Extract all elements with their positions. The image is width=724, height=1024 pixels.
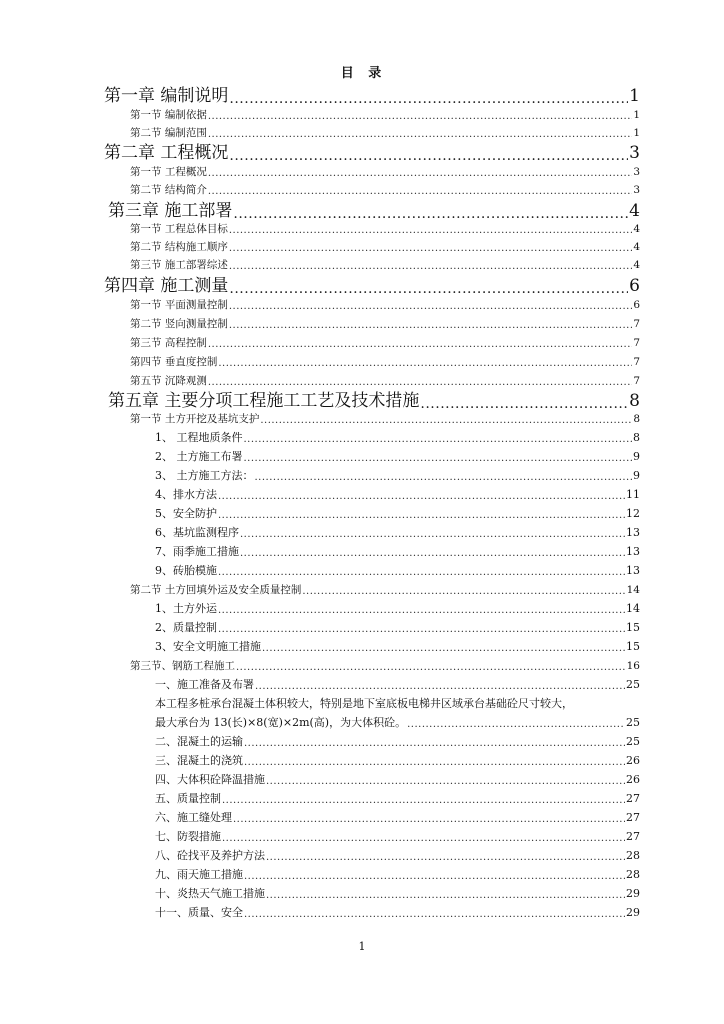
toc-page: 3 <box>629 143 640 163</box>
toc-item[interactable] <box>155 431 640 445</box>
toc-item[interactable] <box>155 507 640 521</box>
toc-title: 目 录 <box>340 66 384 81</box>
toc-item[interactable] <box>155 716 640 730</box>
toc-label: 第二节 土方回填外运及安全质量控制 <box>130 584 302 596</box>
toc-leader <box>218 492 625 502</box>
toc-page: 15 <box>626 621 640 634</box>
toc-page: 14 <box>626 584 640 596</box>
toc-page: 25 <box>626 735 640 748</box>
toc-label: 9、砖胎模施 <box>155 564 217 577</box>
toc-leader <box>229 262 632 272</box>
toc-section[interactable] <box>130 336 640 350</box>
toc-page: 7 <box>633 356 640 368</box>
toc-leader <box>218 511 625 521</box>
toc-leader <box>208 340 632 350</box>
toc-section[interactable] <box>130 355 640 369</box>
toc-section[interactable] <box>130 374 640 388</box>
toc-label: 3、安全文明施工措施 <box>155 640 261 653</box>
toc-leader <box>233 207 628 221</box>
toc-item[interactable] <box>155 868 640 882</box>
toc-item[interactable] <box>155 564 640 578</box>
toc-page: 29 <box>626 906 640 919</box>
toc-item[interactable] <box>155 811 640 825</box>
toc-page: 3 <box>633 184 640 196</box>
toc-page: 27 <box>626 792 640 805</box>
toc-item[interactable] <box>155 450 640 464</box>
toc-item[interactable] <box>155 621 640 635</box>
toc-page: 8 <box>629 391 640 411</box>
toc-leader <box>244 872 625 882</box>
toc-label: 二、混凝土的运输 <box>155 735 243 748</box>
toc-leader <box>262 644 625 654</box>
toc-label: 九、雨天施工措施 <box>155 868 243 881</box>
toc-label: 第三节 施工部署综述 <box>130 259 228 271</box>
toc-leader <box>208 169 632 179</box>
toc-label: 三、混凝土的浇筑 <box>155 754 243 767</box>
toc-chapter-1[interactable] <box>104 86 640 106</box>
toc-label: 1、土方外运 <box>155 602 217 615</box>
toc-label: 第一节 土方开挖及基坑支护 <box>130 413 260 425</box>
toc-leader <box>266 891 625 901</box>
toc-section[interactable] <box>130 317 640 331</box>
toc-label: 第一章 编制说明 <box>104 86 229 106</box>
toc-leader <box>208 187 632 197</box>
toc-page: 7 <box>633 337 640 349</box>
toc-leader <box>218 606 625 616</box>
toc-page: 4 <box>633 241 640 253</box>
toc-label: 第五章 主要分项工程施工工艺及技术措施 <box>108 391 420 411</box>
toc-item[interactable] <box>155 678 640 692</box>
toc-page: 1 <box>633 127 640 139</box>
toc-page: 6 <box>633 299 640 311</box>
toc-leader <box>222 796 625 806</box>
toc-label: 第四章 施工测量 <box>104 276 229 296</box>
toc-item[interactable] <box>155 640 640 654</box>
toc-page: 13 <box>626 545 640 558</box>
toc-label: 四、大体积砼降温措施 <box>155 773 265 786</box>
toc-page: 25 <box>626 678 640 691</box>
toc-leader <box>255 682 625 692</box>
toc-label: 第二节 结构施工顺序 <box>130 241 228 253</box>
toc-leader <box>266 853 625 863</box>
toc-page: 26 <box>626 754 640 767</box>
toc-section[interactable] <box>130 659 640 673</box>
toc-label: 十一、质量、安全 <box>155 906 243 919</box>
toc-item[interactable] <box>155 488 640 502</box>
toc-body-text: 本工程多桩承台混凝土体积较大，特别是地下室底板电梯井区域承台基础砼尺寸较大， <box>155 697 573 710</box>
toc-leader <box>208 130 632 140</box>
toc-page: 3 <box>633 166 640 178</box>
toc-page: 13 <box>626 564 640 577</box>
toc-leader <box>244 910 625 920</box>
toc-page: 16 <box>626 660 640 672</box>
toc-page: 4 <box>633 223 640 235</box>
toc-section[interactable] <box>130 165 640 179</box>
toc-item[interactable] <box>155 602 640 616</box>
toc-page: 4 <box>629 201 640 221</box>
toc-page: 12 <box>626 507 640 520</box>
toc-label: 第三章 施工部署 <box>108 201 233 221</box>
toc-label: 第一节 工程总体目标 <box>130 223 228 235</box>
toc-label: 第一节 编制依据 <box>130 109 207 121</box>
toc-page: 28 <box>626 849 640 862</box>
toc-label: 1、 工程地质条件 <box>155 431 243 444</box>
toc-label: 3、 土方施工方法： <box>155 469 254 482</box>
toc-label: 第二节 结构简介 <box>130 184 207 196</box>
toc-label: 第二节 竖向测量控制 <box>130 318 228 330</box>
toc-leader <box>240 530 625 540</box>
toc-leader <box>420 397 628 411</box>
toc-leader <box>218 568 625 578</box>
toc-label: 4、排水方法 <box>155 488 217 501</box>
toc-page: 7 <box>633 375 640 387</box>
toc-item[interactable] <box>155 773 640 787</box>
toc-leader <box>302 587 625 597</box>
toc-label: 最大承台为 13(长)×8(宽)×2m(高)，为大体积砼。 <box>155 716 407 729</box>
toc-leader <box>260 416 632 426</box>
toc-item[interactable] <box>155 830 640 844</box>
toc-leader <box>222 834 625 844</box>
toc-leader <box>229 149 628 163</box>
toc-label: 第一节 工程概况 <box>130 166 207 178</box>
toc-section[interactable] <box>130 412 640 426</box>
toc-leader <box>229 321 632 331</box>
toc-leader <box>229 244 632 254</box>
toc-section[interactable] <box>130 126 640 140</box>
toc-page: 6 <box>629 276 640 296</box>
toc-label: 5、安全防护 <box>155 507 217 520</box>
toc-page: 27 <box>626 830 640 843</box>
toc-label: 七、防裂措施 <box>155 830 221 843</box>
toc-page: 4 <box>633 259 640 271</box>
toc-page: 1 <box>629 86 640 106</box>
toc-page: 9 <box>633 450 640 463</box>
toc-leader <box>233 815 625 825</box>
toc-label: 第二节 编制范围 <box>130 127 207 139</box>
toc-leader <box>218 359 632 369</box>
toc-leader <box>208 112 632 122</box>
toc-item[interactable] <box>155 545 640 559</box>
toc-page: 28 <box>626 868 640 881</box>
toc-leader <box>229 302 632 312</box>
toc-label: 八、砼找平及养护方法 <box>155 849 265 862</box>
toc-item[interactable] <box>155 887 640 901</box>
toc-label: 第二章 工程概况 <box>104 143 229 163</box>
toc-page: 9 <box>633 469 640 482</box>
toc-label: 第五节 沉降观测 <box>130 375 207 387</box>
toc-page: 8 <box>633 413 640 425</box>
toc-chapter-5[interactable] <box>108 391 640 411</box>
toc-item[interactable] <box>155 754 640 768</box>
toc-leader <box>218 625 625 635</box>
toc-page: 13 <box>626 526 640 539</box>
toc-label: 7、雨季施工措施 <box>155 545 239 558</box>
toc-label: 第三节、钢筋工程施工 <box>130 660 235 672</box>
toc-label: 一、施工准备及布署 <box>155 678 254 691</box>
toc-item[interactable] <box>155 849 640 863</box>
toc-item[interactable] <box>155 792 640 806</box>
toc-page: 29 <box>626 887 640 900</box>
toc-leader <box>407 720 625 730</box>
toc-section[interactable] <box>130 108 640 122</box>
toc-page: 14 <box>626 602 640 615</box>
toc-leader <box>229 226 632 236</box>
toc-chapter-4[interactable] <box>104 276 640 296</box>
toc-item[interactable] <box>155 526 640 540</box>
toc-section[interactable] <box>130 583 640 597</box>
toc-label: 五、质量控制 <box>155 792 221 805</box>
toc-leader <box>266 777 625 787</box>
toc-section[interactable] <box>130 183 640 197</box>
toc-section[interactable] <box>130 258 640 272</box>
toc-label: 第四节 垂直度控制 <box>130 356 218 368</box>
toc-page: 1 <box>633 109 640 121</box>
toc-leader <box>244 739 625 749</box>
toc-leader <box>244 758 625 768</box>
toc-label: 第三节 高程控制 <box>130 337 207 349</box>
toc-page: 11 <box>626 488 640 501</box>
toc-label: 2、质量控制 <box>155 621 217 634</box>
toc-leader <box>244 454 633 464</box>
toc-leader <box>240 549 625 559</box>
toc-chapter-2[interactable] <box>104 143 640 163</box>
toc-page: 27 <box>626 811 640 824</box>
toc-item[interactable] <box>155 469 640 483</box>
toc-page: 25 <box>626 716 640 729</box>
page-number: 1 <box>358 940 366 953</box>
toc-leader <box>255 473 633 483</box>
toc-page: 15 <box>626 640 640 653</box>
toc-page: 7 <box>633 318 640 330</box>
toc-section[interactable] <box>130 298 640 312</box>
toc-item[interactable] <box>155 735 640 749</box>
toc-section[interactable] <box>130 222 640 236</box>
toc-label: 2、 土方施工布署 <box>155 450 243 463</box>
toc-label: 六、施工缝处理 <box>155 811 232 824</box>
toc-label: 第一节 平面测量控制 <box>130 299 228 311</box>
toc-item[interactable] <box>155 906 640 920</box>
toc-leader <box>229 92 628 106</box>
toc-page: 26 <box>626 773 640 786</box>
toc-leader <box>208 378 632 388</box>
toc-label: 十、炎热天气施工措施 <box>155 887 265 900</box>
toc-leader <box>244 435 633 445</box>
toc-section[interactable] <box>130 240 640 254</box>
toc-label: 6、基坑监测程序 <box>155 526 239 539</box>
toc-chapter-3[interactable] <box>108 201 640 221</box>
toc-page: 8 <box>633 431 640 444</box>
toc-leader <box>236 663 626 673</box>
toc-leader <box>229 282 628 296</box>
